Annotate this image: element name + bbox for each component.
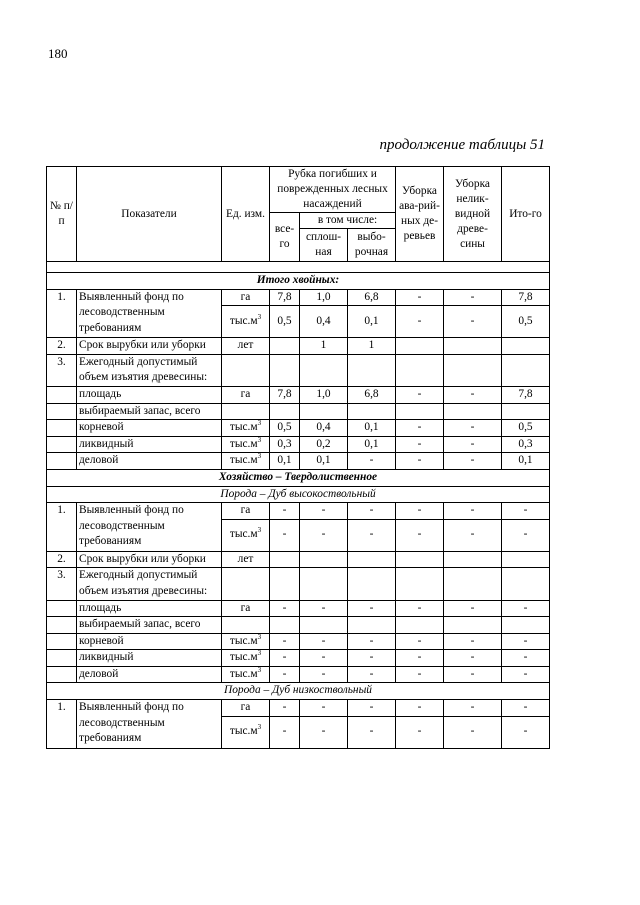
table-row: [47, 289, 550, 306]
section-subtitle: Порода – Дуб низкоствольный: [47, 683, 550, 700]
value-cell: -: [444, 420, 502, 437]
unit-cell: $тыс.м^3$: [222, 633, 270, 650]
table-row: [47, 700, 550, 717]
value-cell: -: [396, 700, 444, 717]
row-number: 1.: [47, 503, 77, 552]
header-illiquid: Уборка нелик-видной древе-сины: [444, 167, 502, 262]
value-cell: 0,1: [348, 306, 396, 338]
value-cell: -: [348, 453, 396, 470]
row-label: выбираемый запас, всего: [77, 617, 222, 634]
value-cell: -: [396, 436, 444, 453]
table-row: [47, 503, 550, 520]
value-cell: 7,8: [502, 289, 550, 306]
table-row: [47, 568, 550, 600]
row-label: выбираемый запас, всего: [77, 403, 222, 420]
value-cell: -: [502, 716, 550, 748]
value-cell: -: [300, 716, 348, 748]
row-number: 2.: [47, 551, 77, 568]
value-cell: 0,5: [502, 420, 550, 437]
unit-cell: га: [222, 700, 270, 717]
value-cell: -: [444, 600, 502, 617]
value-cell: -: [270, 600, 300, 617]
value-cell: -: [396, 306, 444, 338]
row-label: Срок вырубки или уборки: [77, 338, 222, 355]
value-cell: -: [444, 289, 502, 306]
unit-cell: $тыс.м^3$: [222, 306, 270, 338]
value-cell: -: [270, 700, 300, 717]
value-cell: -: [396, 716, 444, 748]
row-number: 3.: [47, 568, 77, 600]
value-cell: -: [396, 386, 444, 403]
row-number: 1.: [47, 700, 77, 749]
value-cell: 0,2: [300, 436, 348, 453]
value-cell: -: [300, 600, 348, 617]
value-cell: 0,1: [300, 453, 348, 470]
unit-cell: $тыс.м^3$: [222, 420, 270, 437]
value-cell: -: [444, 633, 502, 650]
value-cell: -: [348, 666, 396, 683]
value-cell: [270, 338, 300, 355]
row-label: Выявленный фонд по лесоводственным требованиям: [77, 503, 222, 552]
value-cell: -: [300, 633, 348, 650]
row-label: Выявленный фонд по лесоводственным требованиям: [77, 289, 222, 338]
value-cell: 0,5: [270, 306, 300, 338]
table-row: [47, 420, 550, 437]
value-cell: 1,0: [300, 386, 348, 403]
value-cell: 7,8: [270, 386, 300, 403]
value-cell: -: [396, 600, 444, 617]
table-row: [47, 436, 550, 453]
value-cell: -: [396, 519, 444, 551]
unit-cell: $тыс.м^3$: [222, 519, 270, 551]
value-cell: -: [444, 700, 502, 717]
header-num: № п/п: [47, 167, 77, 262]
row-number: 1.: [47, 289, 77, 338]
value-cell: -: [396, 453, 444, 470]
value-cell: -: [396, 420, 444, 437]
value-cell: -: [502, 519, 550, 551]
row-label: корневой: [77, 420, 222, 437]
value-cell: -: [348, 650, 396, 667]
unit-cell: лет: [222, 338, 270, 355]
value-cell: -: [444, 453, 502, 470]
row-label: деловой: [77, 453, 222, 470]
header-row: [47, 167, 550, 213]
row-label: площадь: [77, 386, 222, 403]
value-cell: 0,1: [502, 453, 550, 470]
row-label: ликвидный: [77, 650, 222, 667]
value-cell: [396, 338, 444, 355]
table-row: [47, 338, 550, 355]
header-felling: Рубка погибших и поврежденных лесных насаждений: [270, 167, 396, 213]
value-cell: 0,1: [270, 453, 300, 470]
table-row: [47, 617, 550, 634]
table-row: [47, 650, 550, 667]
table-row: [47, 666, 550, 683]
value-cell: -: [270, 503, 300, 520]
value-cell: -: [444, 386, 502, 403]
section-title: Хозяйство – Твердолиственное: [47, 469, 550, 486]
value-cell: 0,5: [502, 306, 550, 338]
value-cell: 7,8: [502, 386, 550, 403]
header-sum: Ито-го: [502, 167, 550, 262]
value-cell: 0,4: [300, 420, 348, 437]
table-continuation-caption: продолжение таблицы 51: [379, 137, 545, 153]
value-cell: -: [300, 666, 348, 683]
value-cell: -: [396, 666, 444, 683]
value-cell: -: [502, 503, 550, 520]
header-clear: сплош-ная: [300, 229, 348, 262]
header-total-all: все-го: [270, 213, 300, 262]
unit-cell: лет: [222, 551, 270, 568]
value-cell: -: [270, 650, 300, 667]
value-cell: 0,1: [348, 436, 396, 453]
section-title: Итого хвойных:: [47, 273, 550, 290]
table-row: [47, 354, 550, 386]
value-cell: -: [270, 666, 300, 683]
value-cell: -: [444, 716, 502, 748]
value-cell: 1,0: [300, 289, 348, 306]
value-cell: -: [348, 716, 396, 748]
value-cell: -: [348, 600, 396, 617]
row-number: 3.: [47, 354, 77, 386]
value-cell: -: [444, 503, 502, 520]
value-cell: 0,1: [348, 420, 396, 437]
value-cell: -: [300, 503, 348, 520]
value-cell: 0,3: [270, 436, 300, 453]
value-cell: -: [300, 519, 348, 551]
row-number: 2.: [47, 338, 77, 355]
value-cell: -: [396, 650, 444, 667]
row-label: Ежегодный допустимый объем изъятия древесины:: [77, 568, 222, 600]
row-label: площадь: [77, 600, 222, 617]
value-cell: 7,8: [270, 289, 300, 306]
value-cell: 0,5: [270, 420, 300, 437]
unit-cell: $тыс.м^3$: [222, 716, 270, 748]
table-row: [47, 633, 550, 650]
value-cell: 1: [300, 338, 348, 355]
row-label: деловой: [77, 666, 222, 683]
value-cell: -: [396, 289, 444, 306]
value-cell: -: [502, 700, 550, 717]
row-label: Ежегодный допустимый объем изъятия древесины:: [77, 354, 222, 386]
table-row: [47, 600, 550, 617]
value-cell: -: [444, 519, 502, 551]
value-cell: -: [502, 633, 550, 650]
value-cell: -: [444, 650, 502, 667]
header-unit: Ед. изм.: [222, 167, 270, 262]
table-row: [47, 453, 550, 470]
unit-cell: $тыс.м^3$: [222, 666, 270, 683]
unit-cell: га: [222, 289, 270, 306]
row-label: Выявленный фонд по лесоводственным требованиям: [77, 700, 222, 749]
value-cell: -: [444, 666, 502, 683]
forest-felling-table: [46, 166, 550, 749]
value-cell: -: [444, 306, 502, 338]
value-cell: 6,8: [348, 289, 396, 306]
value-cell: -: [348, 633, 396, 650]
value-cell: -: [348, 519, 396, 551]
unit-cell: $тыс.м^3$: [222, 650, 270, 667]
value-cell: -: [396, 633, 444, 650]
value-cell: -: [396, 503, 444, 520]
section-subtitle: Порода – Дуб высокоствольный: [47, 486, 550, 503]
row-label: Срок вырубки или уборки: [77, 551, 222, 568]
value-cell: [444, 338, 502, 355]
unit-cell: $тыс.м^3$: [222, 436, 270, 453]
value-cell: 1: [348, 338, 396, 355]
value-cell: -: [502, 600, 550, 617]
value-cell: [502, 338, 550, 355]
table-row: [47, 551, 550, 568]
unit-cell: га: [222, 600, 270, 617]
unit-cell: га: [222, 503, 270, 520]
value-cell: -: [502, 666, 550, 683]
header-including: в том числе:: [300, 213, 396, 229]
table-row: [47, 403, 550, 420]
value-cell: -: [348, 503, 396, 520]
value-cell: -: [444, 436, 502, 453]
value-cell: -: [502, 650, 550, 667]
value-cell: 0,3: [502, 436, 550, 453]
page-number: 180: [48, 46, 68, 61]
value-cell: -: [300, 700, 348, 717]
value-cell: -: [270, 716, 300, 748]
value-cell: -: [348, 700, 396, 717]
row-label: ликвидный: [77, 436, 222, 453]
unit-cell: $тыс.м^3$: [222, 453, 270, 470]
value-cell: -: [270, 633, 300, 650]
table-row: [47, 386, 550, 403]
value-cell: 6,8: [348, 386, 396, 403]
header-spacer: [47, 262, 550, 273]
value-cell: -: [300, 650, 348, 667]
unit-cell: га: [222, 386, 270, 403]
header-indicator: Показатели: [77, 167, 222, 262]
value-cell: -: [270, 519, 300, 551]
header-emergency: Уборка ава-рий-ных де-ревьев: [396, 167, 444, 262]
value-cell: 0,4: [300, 306, 348, 338]
header-selective: выбо-рочная: [348, 229, 396, 262]
row-label: корневой: [77, 633, 222, 650]
